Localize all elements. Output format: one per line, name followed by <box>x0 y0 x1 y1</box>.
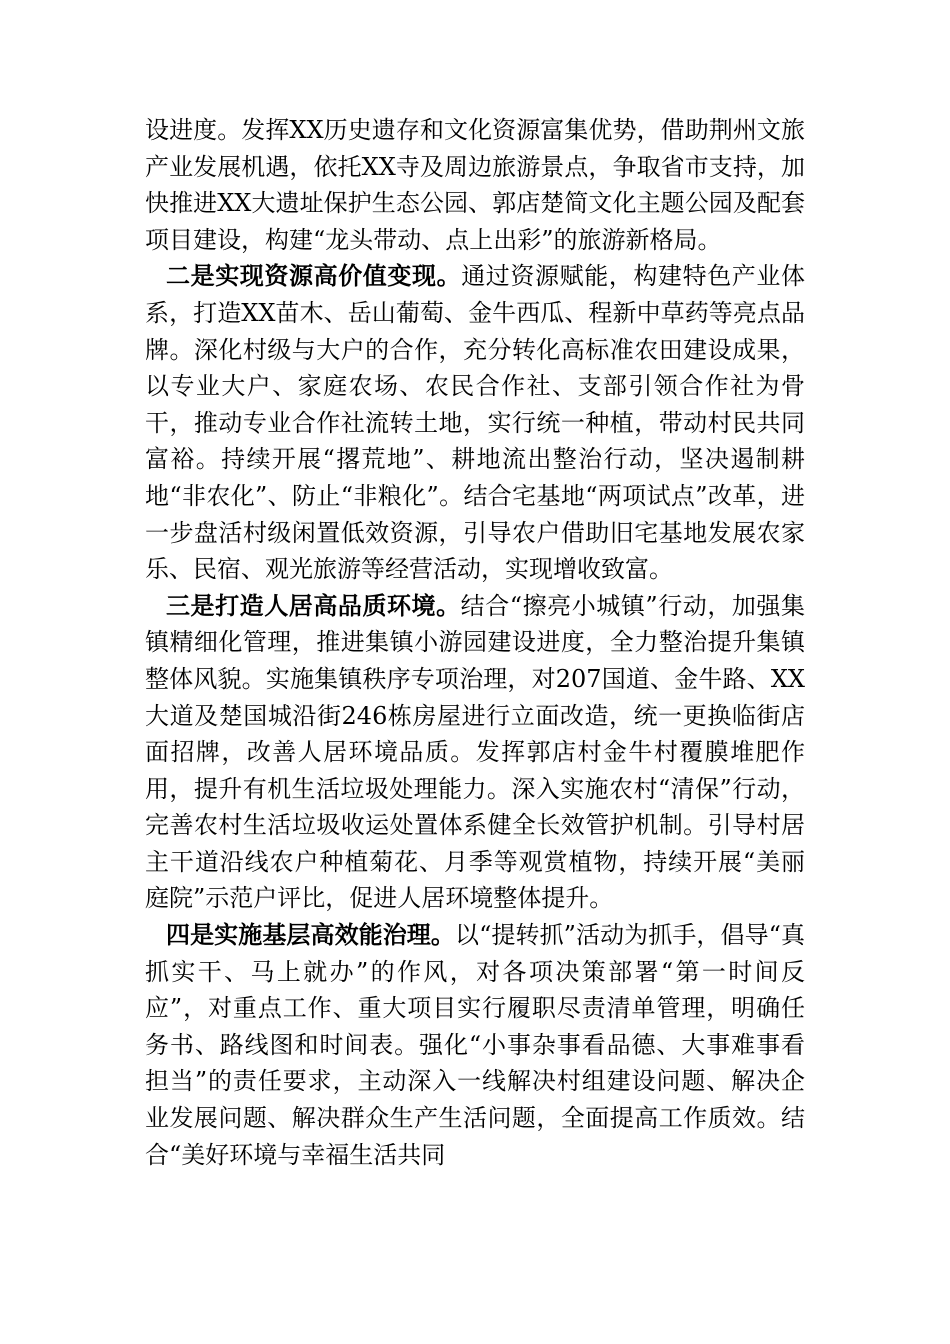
paragraph-body: 结合“擦亮小城镇”行动，加强集镇精细化管理，推进集镇小游园建设进度，全力整治提升集镇整体风貌。实施集镇秩序专项治理，对207国道、金牛路、XX大道及楚国城沿街246栋房屋进行立面改造，统一更换临街店面招牌，改善人居环境品质。发挥郭店村金牛村覆膜堆肥作用，提升有机生活垃圾处理能力。深入实施农村“清保”行动，完善农村生活垃圾收运处置体系健全长效管护机制。引导村居主干道沿线农户种植菊花、月季等观赏植物，持续开展“美丽庭院”示范户评比，促进人居环境整体提升。 <box>145 591 805 913</box>
paragraph-resource-value <box>145 258 805 587</box>
paragraph-lead: 四是实施基层高效能治理。 <box>166 920 455 950</box>
paragraph-body: 以“提转抓”活动为抓手，倡导“真抓实干、马上就办”的作风，对各项决策部署“第一时间反应”，对重点工作、重大项目实行履职尽责清单管理，明确任务书、路线图和时间表。强化“小事杂事看品德、大事难事看担当”的责任要求，主动深入一线解决村组建设问题、解决企业发展问题、解决群众生产生活问题，全面提高工作质效。结合“美好环境与幸福生活共同 <box>145 921 806 1169</box>
paragraph-lead: 二是实现资源高价值变现。 <box>166 261 462 291</box>
paragraph-continuation <box>145 112 805 258</box>
paragraph-body: 通过资源赋能，构建特色产业体系，打造XX苗木、岳山葡萄、金牛西瓜、程新中草药等亮点品牌。深化村级与大户的合作，充分转化高标准农田建设成果，以专业大户、家庭农场、农民合作社、支部引领合作社为骨干，推动专业合作社流转土地，实行统一种植，带动村民共同富裕。持续开展“撂荒地”、耕地流出整治行动，坚决遏制耕地“非农化”、防止“非粮化”。结合宅基地“两项试点”改革，进一步盘活村级闲置低效资源，引导农户借助旧宅基地发展农家乐、民宿、观光旅游等经营活动，实现增收致富。 <box>145 262 806 584</box>
paragraph-body: 设进度。发挥XX历史遗存和文化资源富集优势，借助荆州文旅产业发展机遇，依托XX寺及周边旅游景点，争取省市支持，加快推进XX大遗址保护生态公园、郭店楚简文化主题公园及配套项目建设，构建“龙头带动、点上出彩”的旅游新格局。 <box>145 116 805 254</box>
document-page <box>145 112 805 1173</box>
paragraph-living-environment <box>145 588 805 917</box>
paragraph-grassroots-governance <box>145 917 805 1173</box>
paragraph-lead: 三是打造人居高品质环境。 <box>166 590 461 620</box>
